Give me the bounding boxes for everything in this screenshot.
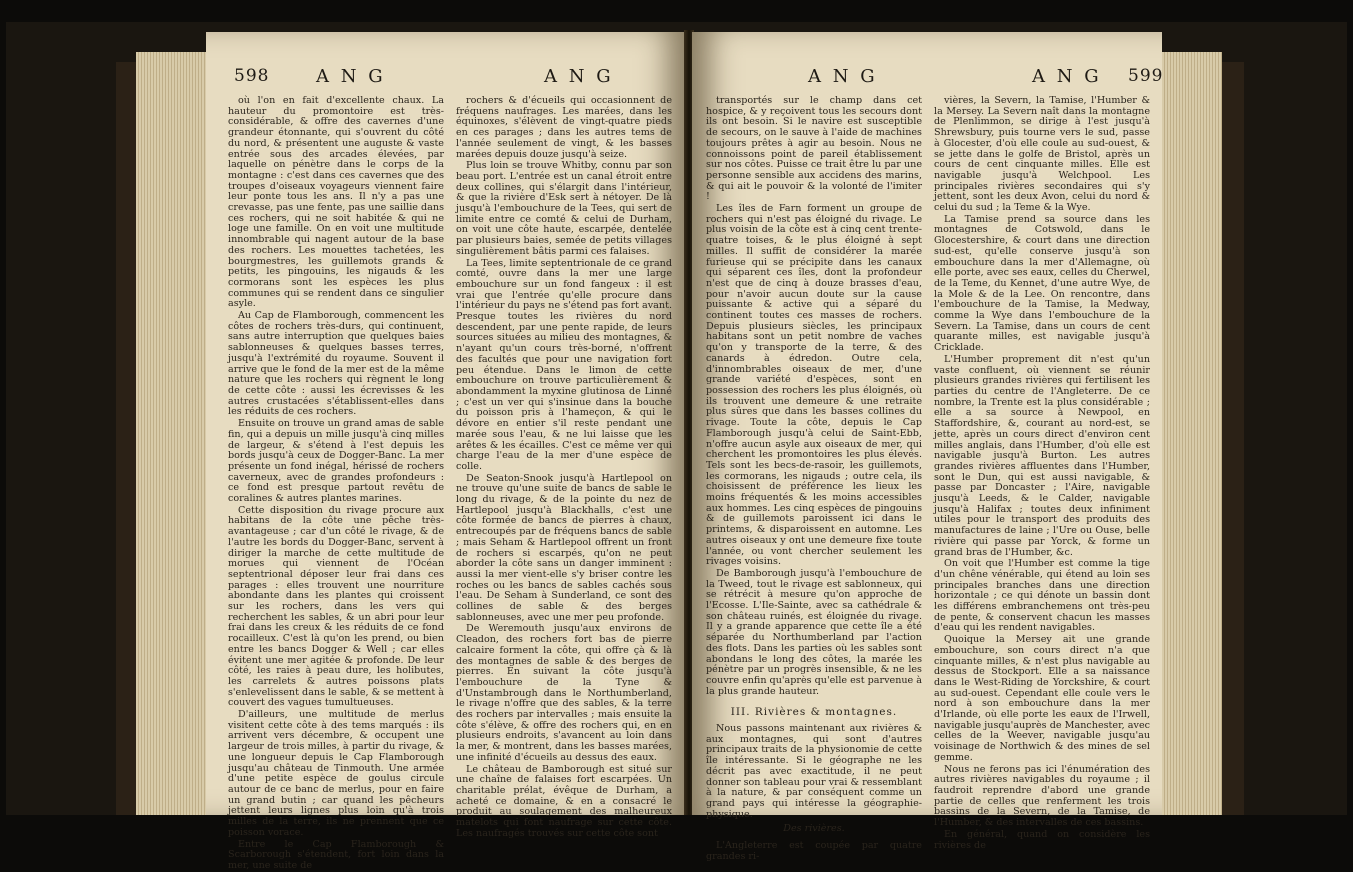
page-edges-right xyxy=(1162,52,1222,815)
paragraph: Quoique la Mersey ait une grande embouchure, son cours direct n'a que cinquante milles, & n'est plus navigable au dessus de Stockport. Elle a sa naissance dans le West-Riding de Yorckshire, & court au sud-ouest. Cependant elle coule vers le nord à son embouchure dans la mer d'Irlande, où elle porte les eaux de l'Irwell, navigable jusqu'auprès de Manchester, avec celles de la Weever, navigable jusqu'au voisinage de Northwich & des mines de sel gemme. xyxy=(934,634,1150,763)
paragraph: Ensuite on trouve un grand amas de sable fin, qui a depuis un mille jusqu'à cinq milles de largeur, & s'étend à l'est depuis les bords jusqu'à ceux de Dogger-Banc. La mer présente un fond inégal, hérissé de rochers caverneux, avec de grandes profondeurs : ce fond est presque partout revêtu de coralines & autres plantes marines. xyxy=(228,418,444,505)
paragraph: On voit que l'Humber est comme la tige d'un chêne vénérable, qui étend au loin ses principales branches dans une direction horizontale ; ce qui dénote un bassin dont les différens embranchemens ont très-peu de pente, & conservent chacun les masses d'eau qui les rendent navigables. xyxy=(934,558,1150,634)
running-head: A N G xyxy=(808,66,878,87)
book-cover-left xyxy=(116,62,138,815)
paragraph: De Bamborough jusqu'à l'embouchure de la Tweed, tout le rivage est sablonneux, qui se rétrécit à mesure qu'on approche de l'Ecosse. L'Ile-Sainte, avec sa cathédrale & son château ruinés, est éloignée du rivage. Il y a grande apparence que cette île a été séparée du Northumberland par l'action des flots. Dans les parties où les sables sont abondans le long des côtes, la marée les pénètre par un progrès insensible, & ne les couvre enfin qu'après qu'elle est parvenue à la plus grande hauteur. xyxy=(706,567,922,697)
paragraph: La Tees, limite septentrionale de ce grand comté, ouvre dans la mer une large embouchure sur un fond fangeux : il est vrai que l'entrée qu'elle procure dans l'intérieur du pays ne s'étend pas fort avant. Presque toutes les rivières du nord descendent, par une pente rapide, de leurs sources situées au milieu des montagnes, & n'ayant qu'un cours très-borné, n'offrent des facultés que pour une navigation fort peu étendue. Dans le limon de cette embouchure on trouve particulièrement & abondamment la myxine glutinosa de Linné ; c'est un ver qui s'insinue dans la bouche du poisson pris à l'hameçon, & qui le dévore en entier s'il reste pendant une marée sous l'eau, & ne lui laisse que les arêtes & les écailles. C'est ce même ver qui charge l'eau de la mer d'une espèce de colle. xyxy=(456,257,672,472)
right-page xyxy=(692,32,1164,862)
paragraph: Cette disposition du rivage procure aux habitans de la côte une pêche très-avantageuse ; car d'un côté le rivage, & de l'autre les bords du Dogger-Banc, servent à diriger la marche de cette multitude de morues qui viennent de l'Océan septentrional déposer leur frai dans ces parages : elles trouvent une nourriture abondante dans les plantes qui croissent sur les rochers, dans les vers qui recherchent les sables, & un abri pour leur frai dans les creux & les réduits de ce fond rocailleux. C'est là qu'on les prend, ou bien entre les bancs Dogger & Well ; car elles évitent une mer agitée & profonde. De leur côté, les raies à peau dure, les holibutes, les carrelets & autres poissons plats s'enlevelissent dans le sable, & se mettent à couvert des vagues tumultueuses. xyxy=(228,504,444,709)
paragraph: Les îles de Farn forment un groupe de rochers qui n'est pas éloigné du rivage. Le plus voisin de la côte est à cinq cent trente-quatre toises, & le plus éloigné à sept milles. Il suffit de considérer la marée furieuse qui se précipite dans les canaux qui séparent ces îles, dont la profondeur n'est que de cinq à douze brasses d'eau, pour n'avoir aucun doute sur la cause puissante & active qui a séparé du continent toutes ces masses de rochers. Depuis plusieurs siècles, les principaux habitans sont un petit nombre de vaches qu'on y transporte de la terre, & des canards à édredon. Outre cela, d'innombrables oiseaux de mer, d'une grande variété d'espèces, sont en possession des rochers les plus éloignés, où ils trouvent une demeure & une retraite plus sûres que dans les basses collines du rivage. Toute la côte, depuis le Cap Flamborough jusqu'à celui de Saint-Ebb, n'offre aucun asyle aux oiseaux de mer, qui cherchent les promontoires les plus élevés. Tels sont les becs-de-rasoir, les guillemots, les cormorans, les nigauds ; outre cela, ils choisissent de préférence les lieux les moins fréquentés & les moins accessibles aux hommes. Les cinq espèces de pingouins & de guillemots paroissent ici dans le printems, & disparoissent en automne. Les autres oiseaux y ont une demeure fixe toute l'année, ou vont chercher seulement les rivages voisins. xyxy=(706,203,922,568)
text-column xyxy=(706,95,922,862)
book-cover-right xyxy=(1220,62,1244,815)
paragraph: Entre le Cap Flamborough & Scarborough s'étendent, fort loin dans la mer, une suite de xyxy=(228,838,444,871)
text-column xyxy=(228,95,444,871)
running-head: A N G xyxy=(1032,66,1102,87)
paragraph: où l'on en fait d'excellente chaux. La hauteur du promontoire est très-considérable, & offre des cavernes d'une grandeur étonnante, qui s'ouvrent du côté du nord, & présentent une auguste & vaste entrée sous des arcades élevées, par laquelle on pénètre dans le corps de la montagne : c'est dans ces cavernes que des troupes d'oiseaux voyageurs viennent faire leur ponte tous les ans. Il n'y a pas une crevasse, pas une fente, pas une saillie dans ces rochers, qui ne soit habitée & qui ne loge une famille. On en voit une multitude innombrable qui nagent autour de la base des rochers. Les mouettes tachetées, les bourgmestres, les guillemots grands & petits, les pingouins, les nigauds & les cormorans sont les espèces les plus communes qui se rendent dans ce singulier asyle. xyxy=(228,95,444,310)
text-column xyxy=(456,95,672,839)
running-head: A N G xyxy=(544,66,614,87)
text-column xyxy=(934,95,1150,851)
page-number: 599 xyxy=(1128,66,1164,86)
left-page xyxy=(206,32,686,871)
paragraph: Nous passons maintenant aux rivières & aux montagnes, qui sont d'autres principaux traits de la physionomie de cette île intéressante. Si le géographe ne les décrit pas avec exactitude, il ne peut donner son tableau pour vrai & ressemblant à la nature, & par conséquent comme un grand pays qui intéresse la géographie-physique. xyxy=(706,723,922,820)
right-page-header xyxy=(692,66,1162,92)
running-head: A N G xyxy=(316,66,386,87)
paragraph: L'Angleterre est coupée par quatre grandes ri- xyxy=(706,840,922,862)
subheading: Des rivières. xyxy=(783,823,845,835)
paragraph: L'Humber proprement dit n'est qu'un vaste confluent, où viennent se réunir plusieurs grandes rivières qui fertilisent les parties du centre de l'Angleterre. De ce nombre, la Trente est la plus considérable ; elle a sa source à Newpool, en Staffordshire, &, courant au nord-est, se jette, après un cours direct d'environ cent milles anglais, dans l'Humber, d'où elle est navigable jusqu'à Burton. Les autres grandes rivières affluentes dans l'Humber, sont le Dun, qui est aussi navigable, & passe par Doncaster ; l'Aire, navigable jusqu'à Leeds, & le Calder, navigable jusqu'à Halifax ; toutes deux infiniment utiles pour le transport des produits des manufactures de laine ; l'Ure ou Ouse, belle rivière qui passe par Yorck, & forme un grand bras de l'Humber, &c. xyxy=(934,353,1150,558)
page-number: 598 xyxy=(234,66,270,86)
paragraph: vières, la Severn, la Tamise, l'Humber & la Mersey. La Severn naît dans la montagne de Plenlimmon, se dirige à l'est jusqu'à Shrewsbury, puis tourne vers le sud, passe à Glocester, d'où elle coule au sud-ouest, & se jette dans le golfe de Bristol, après un cours de cent cinquante milles. Elle est navigable jusqu'à Welchpool. Les principales rivières secondaires qui s'y jettent, sont les deux Avon, celui du nord & celui du sud ; la Teme & la Wye. xyxy=(934,95,1150,214)
paragraph: transportés sur le champ dans cet hospice, & y reçoivent tous les secours dont ils ont besoin. Si le navire est susceptible de secours, on le sauve à l'aide de machines toujours prêtes à agir au besoin. Nous ne connoissons point de pareil établissement sur nos côtes. Puisse ce trait être lu par une personne sensible aux accidens des marins, & qui ait le pouvoir & la volonté de l'imiter ! xyxy=(706,95,922,203)
paragraph: De Seaton-Snook jusqu'à Hartlepool on ne trouve qu'une suite de bancs de sable le long du rivage, & de la pointe du nez de Hartlepool jusqu'à Blackhalls, c'est une côte formée de bancs de pierres à chaux, entrecoupés par de fréquens bancs de sable ; mais Seham & Hartlepool offrent un front de rochers si escarpés, qu'on ne peut aborder la côte sans un danger imminent : aussi la mer vient-elle s'y briser contre les roches ou les bancs de sables cachés sous l'eau. De Seham à Sunderland, ce sont des collines de sable & des berges sablonneuses, avec une mer peu profonde. xyxy=(456,472,672,623)
paragraph: Le château de Bamborough est situé sur une chaîne de falaises fort escarpées. Un charitable prélat, évêque de Durham, a acheté ce domaine, & en a consacré le produit au soulagement des malheureux matelots qui font naufrage sur cette côte. Les naufragés trouvés sur cette côte sont xyxy=(456,763,672,839)
paragraph: De Weremouth jusqu'aux environs de Cleadon, des rochers fort bas de pierre calcaire forment la côte, qui offre çà & là des montagnes de sable & des berges de pierres. En suivant la côte jusqu'à l'embouchure de la Tyne & d'Unstambrough dans le Northumberland, le rivage n'offre que des sables, & la terre des rochers par intervalles ; mais ensuite la côte s'élève, & offre des rochers qui, en en plusieurs endroits, s'avancent au loin dans la mer, & montrent, dans les basses marées, une infinité d'écueils au dessus des eaux. xyxy=(456,623,672,763)
paragraph: Nous ne ferons pas ici l'énumération des autres rivières navigables du royaume ; il faudroit reprendre d'abord une grande partie de celles que renferment les trois bassins de la Severn, de la Tamise, de l'Humber, & des intervalles de ces bassins. xyxy=(934,763,1150,829)
paragraph: Plus loin se trouve Whitby, connu par son beau port. L'entrée est un canal étroit entre deux collines, qui s'élargit dans l'intérieur, & que la rivière d'Esk sert à nétoyer. De là jusqu'à l'embouchure de la Tees, qui sert de limite entre ce comté & celui de Durham, on voit une côte haute, escarpée, dentelée par plusieurs baies, semée de petits villages singulièrement bâtis parmi ces falaises. xyxy=(456,160,672,257)
book-spread xyxy=(6,22,1347,871)
left-page-header xyxy=(206,66,686,92)
section-heading: III. Rivières & montagnes. xyxy=(730,706,898,719)
page-edges-left xyxy=(136,52,208,815)
paragraph: Au Cap de Flamborough, commencent les côtes de rochers très-durs, qui continuent, sans autre interruption que quelques baies sablonneuses & quelques basses terres, jusqu'à l'extrémité du royaume. Souvent il arrive que le fond de la mer est de la même nature que les rochers qui règnent le long de cette côte : aussi les écrevisses & les autres crustacées s'établissent-elles dans les réduits de ces rochers. xyxy=(228,310,444,418)
paragraph: En général, quand on considère les rivières de xyxy=(934,828,1150,851)
paragraph: rochers & d'écueils qui occasionnent de fréquens naufrages. Les marées, dans les équinoxes, s'élèvent de vingt-quatre pieds en ces parages ; dans les autres tems de l'année seulement de vingt, & les basses marées depuis douze jusqu'à seize. xyxy=(456,95,672,160)
paragraph: La Tamise prend sa source dans les montagnes de Cotswold, dans le Glocestershire, & court dans une direction sud-est, qu'elle conserve jusqu'à son embouchure dans la mer d'Allemagne, où elle porte, avec ses eaux, celles du Cherwel, de la Teme, du Kennet, d'une autre Wye, de la Mole & de la Lee. On rencontre, dans l'embouchure de la Tamise, la Medway, comme la Wye dans l'embouchure de la Severn. La Tamise, dans un cours de cent quarante milles, est navigable jusqu'à Cricklade. xyxy=(934,213,1150,354)
paragraph: D'ailleurs, une multitude de merlus visitent cette côte à des tems marqués : ils arrivent vers décembre, & occupent une largeur de trois milles, à partir du rivage, & une longueur depuis le Cap Flamborough jusqu'au château de Tinmouth. Une armée d'une petite espèce de goulus circule autour de ce banc de merlus, pour en faire un grand butin ; car quand les pêcheurs jettent leurs lignes plus loin qu'à trois milles de la terre, ils ne prennent que ce poisson vorace. xyxy=(228,709,444,838)
